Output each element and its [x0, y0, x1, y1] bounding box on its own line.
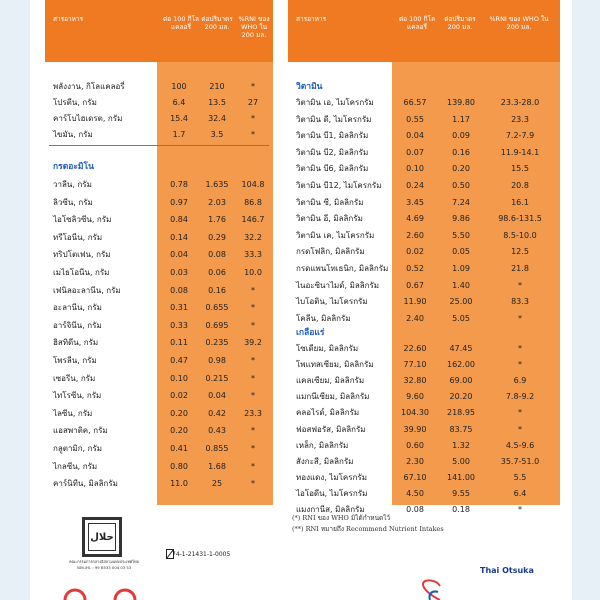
table-row: [45, 459, 273, 475]
nutrient-name: ไลซีน, กรัม: [53, 408, 93, 418]
header-per-200-ml: ต่อปริมาตร 200 มล.: [201, 15, 233, 31]
table-row: [45, 353, 273, 369]
value-rni-percent: 20.8: [511, 181, 529, 190]
section-divider: [49, 145, 269, 146]
value-rni-percent: *: [251, 320, 255, 330]
value-per-200-ml: 83.75: [449, 424, 473, 434]
value-rni-percent: 11.9-14.1: [500, 147, 540, 157]
value-rni-percent: 10.0: [244, 268, 262, 277]
nutrient-name: สังกะสี, มิลลิกรัม: [296, 456, 354, 466]
heart-logo-icon: [410, 578, 470, 600]
value-per-200-ml: 0.18: [452, 505, 470, 514]
value-rni-percent: *: [518, 505, 522, 514]
table-header-right: [288, 0, 560, 62]
table-row: [288, 261, 560, 277]
red-circles-decoration: [40, 588, 160, 600]
value-rni-percent: 15.5: [511, 164, 529, 174]
nutrient-name: เซอรีน, กรัม: [53, 373, 96, 383]
nutrient-name: วิตามิน ซี, มิลลิกรัม: [296, 197, 364, 207]
value-per-200-ml: 0.50: [452, 181, 470, 190]
value-per-200-ml: 1.17: [452, 114, 470, 124]
value-rni-percent: 23.3: [511, 114, 529, 124]
table-row: [288, 454, 560, 470]
table-row: [288, 278, 560, 294]
value-per-100-kcal: 1.7: [172, 130, 186, 139]
halal-symbol: حلال: [88, 523, 116, 551]
value-per-200-ml: 0.05: [452, 247, 470, 257]
value-per-100-kcal: 100: [171, 82, 187, 91]
table-header-left: [45, 0, 273, 62]
value-rni-percent: *: [251, 82, 255, 91]
value-rni-percent: 104.8: [241, 180, 265, 189]
value-per-200-ml: 9.55: [452, 488, 470, 498]
value-per-200-ml: 0.98: [208, 356, 226, 365]
value-rni-percent: *: [518, 344, 522, 353]
header-per-100-kcal: ต่อ 100 กิโลแคลอรี่: [162, 15, 200, 31]
header-per-100-kcal: ต่อ 100 กิโลแคลอรี่: [398, 15, 436, 31]
value-rni-percent: *: [251, 373, 255, 383]
value-per-100-kcal: 0.55: [406, 114, 424, 124]
value-per-100-kcal: 0.04: [170, 250, 188, 260]
value-per-100-kcal: 0.20: [170, 408, 188, 418]
value-per-200-ml: 141.00: [447, 472, 475, 482]
nutrient-name: ทริปโตเฟน, กรัม: [53, 250, 111, 260]
table-row: [45, 79, 273, 95]
halal-code: กอท.ลข. : 99 B533 004 03 53: [76, 565, 132, 570]
fda-number: 74-1-21431-1-0005: [172, 551, 231, 558]
value-rni-percent: 86.8: [244, 197, 262, 207]
table-row: [288, 357, 560, 373]
value-rni-percent: 27: [247, 98, 259, 107]
nutrient-name: กลูตามิก, กรัม: [53, 444, 103, 453]
table-row: [288, 294, 560, 310]
table-row: [45, 300, 273, 316]
nutrient-name: ไบโอติน, ไมโครกรัม: [296, 297, 368, 307]
value-per-200-ml: 5.50: [452, 230, 470, 240]
value-per-200-ml: 69.00: [449, 376, 473, 386]
value-rni-percent: *: [251, 426, 255, 436]
value-per-200-ml: 218.95: [447, 408, 475, 418]
nutrient-name: ไอโซลิวซีน, กรัม: [53, 215, 112, 225]
value-rni-percent: 6.9: [513, 376, 527, 386]
table-row: [288, 145, 560, 161]
table-row: [288, 470, 560, 486]
value-per-100-kcal: 104.30: [401, 408, 429, 418]
nutrient-name: คลอไรด์, มิลลิกรัม: [296, 408, 360, 418]
value-rni-percent: *: [518, 424, 522, 434]
nutrient-name: อะลานีน, กรัม: [53, 303, 102, 313]
value-rni-percent: 35.7-51.0: [500, 456, 540, 466]
value-per-100-kcal: 0.47: [170, 356, 188, 365]
footnote-rni-undefined: (*) RNI ของ WHO มิได้กำหนดไว้: [292, 514, 391, 522]
value-per-200-ml: 9.86: [452, 214, 470, 224]
value-per-200-ml: 0.04: [208, 391, 226, 401]
header-per-200-ml: ต่อปริมาตร 200 มล.: [444, 15, 476, 31]
value-rni-percent: *: [251, 444, 255, 453]
value-per-100-kcal: 0.52: [406, 264, 424, 273]
nutrient-name: วิตามิน เค, ไมโครกรัม: [296, 230, 375, 240]
value-per-200-ml: 32.4: [208, 114, 226, 123]
table-row: [288, 244, 560, 260]
value-rni-percent: *: [251, 461, 255, 471]
value-per-200-ml: 3.5: [210, 130, 224, 139]
value-rni-percent: *: [251, 130, 255, 139]
table-row: [45, 371, 273, 387]
value-rni-percent: *: [518, 313, 522, 323]
table-row: [288, 341, 560, 357]
value-per-200-ml: 0.16: [208, 285, 226, 295]
value-per-200-ml: 0.695: [205, 320, 229, 330]
value-per-200-ml: 0.09: [452, 131, 470, 141]
value-per-100-kcal: 39.90: [403, 424, 427, 434]
value-per-100-kcal: 4.50: [406, 488, 424, 498]
footnote-rni-meaning: (**) RNI หมายถึง Recommend Nutrient Intakes: [292, 525, 444, 533]
value-per-200-ml: 2.03: [208, 197, 226, 207]
value-per-200-ml: 139.80: [447, 98, 475, 107]
nutrient-name: แอสพาติค, กรัม: [53, 426, 108, 436]
value-per-200-ml: 1.09: [452, 264, 470, 273]
table-row: [45, 195, 273, 211]
nutrient-name: กรดโฟลิก, มิลลิกรัม: [296, 247, 365, 257]
value-per-200-ml: 25: [211, 479, 223, 489]
value-per-100-kcal: 0.67: [406, 280, 424, 290]
value-rni-percent: *: [251, 356, 255, 365]
value-per-100-kcal: 67.10: [403, 472, 427, 482]
table-row: [288, 486, 560, 502]
value-per-100-kcal: 11.90: [403, 297, 427, 307]
nutrient-name: วิตามิน บี12, ไมโครกรัม: [296, 181, 382, 190]
value-rni-percent: 146.7: [241, 215, 265, 225]
value-per-200-ml: 1.68: [208, 461, 226, 471]
value-per-200-ml: 0.235: [205, 338, 229, 348]
nutrient-name: วิตามิน เอ, ไมโครกรัม: [296, 98, 374, 107]
table-row: [45, 318, 273, 334]
table-row: [288, 373, 560, 389]
value-rni-percent: *: [251, 285, 255, 295]
value-per-100-kcal: 0.41: [170, 444, 188, 453]
table-row: [288, 195, 560, 211]
value-rni-percent: 4.5-9.6: [505, 440, 535, 450]
table-row: [45, 406, 273, 422]
value-per-200-ml: 7.24: [452, 197, 470, 207]
value-per-200-ml: 0.29: [208, 232, 226, 242]
value-per-200-ml: 0.16: [452, 147, 470, 157]
value-per-200-ml: 0.855: [205, 444, 229, 453]
value-per-200-ml: 1.32: [452, 440, 470, 450]
nutrient-name: ทรีโอนีน, กรัม: [53, 232, 103, 242]
value-rni-percent: *: [518, 280, 522, 290]
section-title-vitamins: วิตามิน: [296, 82, 323, 92]
nutrient-name: โคลีน, มิลลิกรัม: [296, 313, 351, 323]
value-per-100-kcal: 2.40: [406, 313, 424, 323]
header-nutrient: สารอาหาร: [296, 15, 327, 23]
value-rni-percent: *: [251, 303, 255, 313]
value-per-200-ml: 0.20: [452, 164, 470, 174]
value-per-200-ml: 25.00: [449, 297, 473, 307]
value-per-100-kcal: 0.33: [170, 320, 188, 330]
table-row: [288, 128, 560, 144]
value-rni-percent: 23.3: [244, 408, 262, 418]
value-per-100-kcal: 0.80: [170, 461, 188, 471]
value-per-200-ml: 162.00: [447, 360, 475, 370]
value-per-100-kcal: 22.60: [403, 344, 427, 353]
table-row: [45, 212, 273, 228]
value-per-100-kcal: 66.57: [403, 98, 427, 107]
value-per-200-ml: 47.45: [449, 344, 473, 353]
table-row: [45, 283, 273, 299]
value-per-200-ml: 1.40: [452, 280, 470, 290]
value-per-100-kcal: 0.31: [170, 303, 188, 313]
table-row: [288, 161, 560, 177]
table-row: [45, 111, 273, 127]
halal-caption: คณะกรรมการกลางอิสลามแห่งประเทศไทย: [69, 559, 139, 564]
value-rni-percent: 8.5-10.0: [503, 230, 537, 240]
value-per-100-kcal: 0.24: [406, 181, 424, 190]
value-per-100-kcal: 32.80: [403, 376, 427, 386]
value-per-100-kcal: 15.4: [170, 114, 188, 123]
nutrient-name: เมไธโอนีน, กรัม: [53, 268, 110, 277]
table-row: [45, 335, 273, 351]
value-per-100-kcal: 0.20: [170, 426, 188, 436]
value-per-100-kcal: 0.84: [170, 215, 188, 225]
table-row: [45, 95, 273, 111]
value-rni-percent: 12.5: [511, 247, 529, 257]
value-rni-percent: 21.8: [511, 264, 529, 273]
nutrient-name: วิตามิน บี2, มิลลิกรัม: [296, 147, 369, 157]
halal-logo: [82, 517, 122, 557]
value-per-200-ml: 1.635: [205, 180, 229, 189]
value-per-100-kcal: 11.0: [170, 479, 188, 489]
value-rni-percent: *: [251, 114, 255, 123]
nutrient-name: โซเดียม, มิลลิกรัม: [296, 344, 359, 353]
value-per-200-ml: 5.05: [452, 313, 470, 323]
nutrient-name: ลิวซีน, กรัม: [53, 197, 93, 207]
value-per-100-kcal: 77.10: [403, 360, 427, 370]
header-rni-who: %RNI ของ WHO ใน 200 มล.: [489, 15, 549, 31]
value-per-100-kcal: 2.30: [406, 456, 424, 466]
nutrition-table-left: [45, 0, 273, 505]
value-per-200-ml: 210: [209, 82, 225, 91]
table-row: [288, 95, 560, 111]
nutrient-name: โพรลีน, กรัม: [53, 356, 97, 365]
value-per-100-kcal: 0.60: [406, 440, 424, 450]
nutrient-name: แมกนีเซียม, มิลลิกรัม: [296, 392, 370, 402]
value-per-200-ml: 5.00: [452, 456, 470, 466]
value-rni-percent: 33.3: [244, 250, 262, 260]
value-rni-percent: *: [518, 408, 522, 418]
right-margin-background: [572, 0, 600, 600]
left-margin-background: [0, 0, 30, 600]
value-per-100-kcal: 0.10: [406, 164, 424, 174]
section-title-minerals: เกลือแร่: [296, 328, 325, 338]
value-rni-percent: 5.5: [513, 472, 527, 482]
header-rni-who: %RNI ของ WHO ใน 200 มล.: [238, 15, 270, 39]
nutrient-name: เหล็ก, มิลลิกรัม: [296, 440, 349, 450]
nutrient-name: แคลเซียม, มิลลิกรัม: [296, 376, 365, 386]
value-rni-percent: *: [518, 360, 522, 370]
nutrient-name: ไนอะซินาไมด์, มิลลิกรัม: [296, 280, 380, 290]
value-per-200-ml: 0.06: [208, 268, 226, 277]
nutrient-name: ไขมัน, กรัม: [53, 130, 93, 139]
nutrient-name: วิตามิน อี, มิลลิกรัม: [296, 214, 363, 224]
table-row: [45, 127, 273, 143]
nutrient-name: คาร์โบไฮเดรต, กรัม: [53, 114, 123, 123]
value-per-100-kcal: 3.45: [406, 197, 424, 207]
value-per-200-ml: 0.42: [208, 408, 226, 418]
value-rni-percent: 16.1: [511, 197, 529, 207]
table-row: [288, 311, 560, 327]
value-per-200-ml: 20.20: [449, 392, 473, 402]
nutrient-name: พลังงาน, กิโลแคลอรี่: [53, 82, 125, 91]
value-rni-percent: 83.3: [511, 297, 529, 307]
value-rni-percent: *: [251, 391, 255, 401]
value-per-100-kcal: 0.07: [406, 147, 424, 157]
value-per-100-kcal: 0.11: [170, 338, 188, 348]
nutrient-name: เฟนิลอะลานีน, กรัม: [53, 285, 121, 295]
value-per-100-kcal: 0.08: [170, 285, 188, 295]
value-per-200-ml: 13.5: [208, 98, 226, 107]
table-row: [45, 476, 273, 492]
value-rni-percent: 7.8-9.2: [505, 392, 535, 402]
table-row: [288, 422, 560, 438]
table-row: [288, 112, 560, 128]
value-rni-percent: 32.2: [244, 232, 262, 242]
nutrient-name: วิตามิน บี6, มิลลิกรัม: [296, 164, 369, 174]
value-rni-percent: 7.2-7.9: [505, 131, 535, 141]
header-nutrient: สารอาหาร: [53, 15, 84, 23]
value-rni-percent: 23.3-28.0: [500, 98, 540, 107]
table-row: [45, 247, 273, 263]
value-per-100-kcal: 0.02: [170, 391, 188, 401]
value-per-100-kcal: 0.08: [406, 505, 424, 514]
value-per-100-kcal: 0.02: [406, 247, 424, 257]
table-row: [288, 438, 560, 454]
table-row: [288, 389, 560, 405]
nutrient-name: วาลีน, กรัม: [53, 180, 92, 189]
nutrient-name: โปรตีน, กรัม: [53, 98, 97, 107]
table-row: [288, 211, 560, 227]
table-row: [45, 388, 273, 404]
nutrient-name: กรดแพนโทเธนิก, มิลลิกรัม: [296, 264, 389, 273]
value-rni-percent: 39.2: [244, 338, 262, 348]
nutrient-name: ฮิสทิดีน, กรัม: [53, 338, 99, 348]
value-per-200-ml: 0.215: [205, 373, 229, 383]
table-row: [288, 228, 560, 244]
table-row: [45, 265, 273, 281]
value-per-200-ml: 0.08: [208, 250, 226, 260]
value-per-100-kcal: 0.03: [170, 268, 188, 277]
nutrient-name: ไอโอดีน, ไมโครกรัม: [296, 488, 368, 498]
value-per-100-kcal: 0.97: [170, 197, 188, 207]
value-per-100-kcal: 6.4: [172, 98, 186, 107]
value-per-100-kcal: 0.04: [406, 131, 424, 141]
value-rni-percent: 6.4: [513, 488, 527, 498]
value-per-100-kcal: 9.60: [406, 392, 424, 402]
value-per-100-kcal: 0.14: [170, 232, 188, 242]
nutrient-name: อาร์จินีน, กรัม: [53, 320, 102, 330]
value-rni-percent: 98.6-131.5: [498, 214, 542, 224]
value-per-100-kcal: 2.60: [406, 230, 424, 240]
value-per-200-ml: 0.655: [205, 303, 229, 313]
table-row: [45, 230, 273, 246]
nutrient-name: ฟอสฟอรัส, มิลลิกรัม: [296, 424, 366, 434]
value-rni-percent: *: [251, 479, 255, 489]
nutrient-name: คาร์นิทีน, มิลลิกรัม: [53, 479, 118, 489]
table-row: [288, 178, 560, 194]
value-per-200-ml: 1.76: [208, 215, 226, 225]
value-per-100-kcal: 0.10: [170, 373, 188, 383]
value-per-200-ml: 0.43: [208, 426, 226, 436]
nutrient-name: ไทโรซีน, กรัม: [53, 391, 102, 401]
nutrient-name: โพแทสเซียม, มิลลิกรัม: [296, 360, 374, 370]
table-row: [45, 423, 273, 439]
nutrient-name: ทองแดง, ไมโครกรัม: [296, 472, 367, 482]
table-row: [45, 441, 273, 457]
table-row: [288, 405, 560, 421]
section-title-amino-acids: กรดอะมิโน: [53, 162, 94, 172]
value-per-100-kcal: 0.78: [170, 180, 188, 189]
value-per-100-kcal: 4.69: [406, 214, 424, 224]
nutrient-name: แมงกานีส, มิลลิกรัม: [296, 505, 365, 514]
table-row: [45, 177, 273, 193]
nutrient-name: ไกลซีน, กรัม: [53, 461, 98, 471]
nutrient-name: วิตามิน บี1, มิลลิกรัม: [296, 131, 369, 141]
nutrition-table-right: [288, 0, 560, 514]
brand-name: Thai Otsuka: [480, 566, 534, 575]
nutrient-name: วิตามิน ดี, ไมโครกรัม: [296, 114, 372, 124]
